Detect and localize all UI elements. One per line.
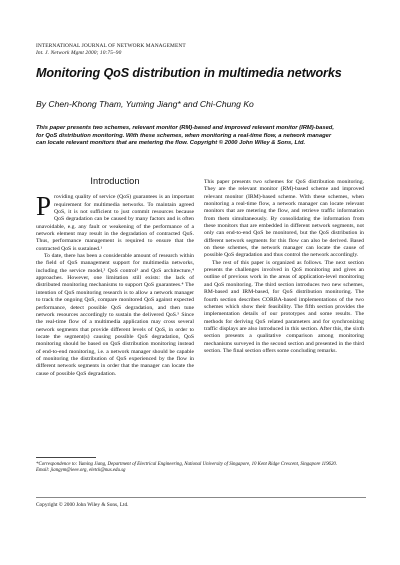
intro-paragraph-1 (36, 191, 194, 253)
footnote-divider (36, 457, 96, 458)
right-column (204, 179, 364, 355)
intro-paragraph-3: This paper presents two schemes for QoS distribution monitoring. They are the relevant monitor (RM)-based scheme and improved relevant monitor (IRM)-based scheme. With these schemes, when monitoring a real-time flow, a network manager can locate relevant monitors that are metering the flow, and retrieve traffic information from them simultaneously. By consolidating the information from these monitors that are embedded in different network segments, not only can end-to-end QoS be monitored, but the QoS distribution in different network segments for this flow can also be derived. Based on these schemes, the network manager can locate the cause of possible QoS degradation and thus control the network accordingly. (204, 179, 364, 259)
introduction-heading: Introduction (90, 176, 140, 186)
footnote-line-1: *Correspondence to: Yuming Jiang, Department of Electrical Engineering, National University of Singapore, 10 Kent Ridge Crescent, Singapore 119620. (36, 462, 338, 467)
intro-paragraph-4: The rest of this paper is organized as follows. The next section presents the challenges involved in QoS monitoring and gives an outline of previous work in the areas of application-level monitoring and QoS monitoring. The third section introduces two new schemes, RM-based and IRM-based, for QoS distribution monitoring. The fourth section describes CORBA-based implementations of the two schemes which show their feasibility. The fifth section provides the implementation details of our prototypes and some results. The methods for deriving QoS related parameters and for synchronizing traffic displays are also introduced in this section. After this, the sixth section presents a qualitative comparison among monitoring mechanisms surveyed in the second section and presented in the third section. The final section offers some concluding remarks. (204, 259, 364, 354)
intro-paragraph-2: To date, there has been a considerable amount of research within the field of QoS management support for multimedia networks, including the service model,² QoS control³ and QoS architecture,⁴ approaches. However, one limitation still exists: the lack of distributed monitoring mechanisms to support QoS guarantees.⁴ The intention of QoS monitoring research is to allow a network manager to track the ongoing QoS, compare monitored QoS against expected performance, detect possible QoS degradation, and then tune network resources accordingly to sustain the delivered QoS.⁵ Since the real-time flow of a multimedia application may cross several network segments that provide different levels of QoS, in order to locate the segment(s) causing possible QoS degradation, QoS monitoring should be based on QoS distribution monitoring instead of end-to-end monitoring, i.e. a network manager should be capable of monitoring the distribution of QoS experienced by the flow in different network segments in order that the manager can locate the cause of possible QoS degradation. (36, 253, 194, 377)
copyright-divider (36, 497, 366, 498)
journal-header (36, 43, 186, 57)
left-column (36, 178, 194, 378)
journal-name: INTERNATIONAL JOURNAL OF NETWORK MANAGEMENT (36, 43, 186, 49)
correspondence-footnote (36, 462, 366, 475)
drop-cap-letter: P (36, 191, 52, 222)
abstract: This paper presents two schemes, relevant monitor (RM)-based and improved relevant monitor (IRM)-based, for QoS distribution monitoring. With these schemes, when monitoring a real-time flow, a network manager can locate relevant monitors that are metering the flow. Copyright © 2000 John Wiley & Sons, Ltd. (36, 125, 334, 147)
paper-title: Monitoring QoS distribution in multimedia networks (36, 66, 342, 80)
journal-citation: Int. J. Network Mgmt 2000; 10:75–90 (36, 50, 122, 56)
intro-paragraph-1-text: roviding quality of service (QoS) guarantees is an important requirement for multimedia networks. To maintain agreed QoS, it is not sufficient to just commit resources because QoS degradation can be caused by many factors and is often unavoidable, e.g. any fault or weakening of the performance of a network element may result in the degradation of contracted QoS. Thus, performance management is required to ensure that the contracted QoS is sustained.¹ (36, 194, 194, 252)
footnote-line-2: Email: jiangym@ieee.org, eletck@nus.edu.sg (36, 468, 126, 474)
copyright-notice: Copyright © 2000 John Wiley & Sons, Ltd. (36, 502, 129, 508)
paper-authors: By Chen-Khong Tham, Yuming Jiang* and Chi-Chung Ko (36, 99, 254, 109)
